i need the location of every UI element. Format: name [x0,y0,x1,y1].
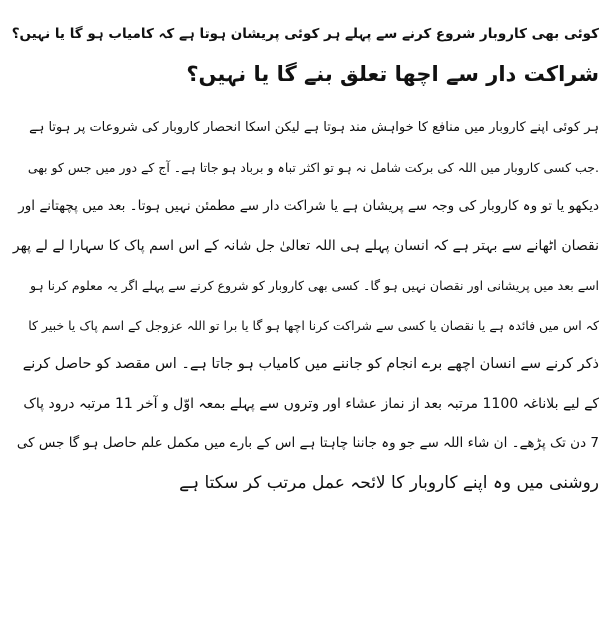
body-line-6: کہ اس میں فائدہ ہے یا نقصان یا کسی سے شراکت کرنا اچھا ہو گا یا برا تو اللہ عزوجل کے اسم پاک یا خبیر کا [28,317,599,333]
title-line-2: شراکت دار سے اچھا تعلق بنے گا یا نہیں؟ [186,62,599,86]
body-line-1: ہر کوئی اپنے کاروبار میں منافع کا خواہش مند ہوتا ہے لیکن اسکا انحصار کاروبار کی شروعات پر ہوتا ہے [29,120,599,135]
body-line-8: کے لیے بلاناغہ 1100 مرتبہ بعد از نماز عشاء اور وتروں سے پہلے بمعہ اوّل و آخر 11 مرتبہ درود پاک [23,395,599,412]
body-line-4: نقصان اٹھانے سے بہتر ہے کہ انسان پہلے ہی اللہ تعالیٰ جل شانہ کے اس اسم پاک کا سہارا لے لے پھر [12,237,599,254]
title-line-1: کوئی بھی کاروبار شروع کرنے سے پہلے ہر کوئی پریشان ہوتا ہے کہ کامیاب ہو گا یا نہیں؟ [12,26,599,42]
article-body [12,108,599,503]
body-line-5: اسے بعد میں پریشانی اور نقصان نہیں ہو گا۔ کسی بھی کاروبار کو شروع کرنے سے پہلے اگر یہ معلوم کرنا ہو [29,278,599,293]
body-line-7: ذکر کرنے سے انسان اچھے برے انجام کو جاننے میں کامیاب ہو جاتا ہے۔ اس مقصد کو حاصل کرنے [22,356,599,372]
body-line-3: دیکھو یا تو وہ کاروبار کی وجہ سے پریشان ہے یا شراکت دار سے مطمئن نہیں ہوتا۔ بعد میں پچھتانے اور [18,198,599,214]
article-title [12,14,599,94]
body-line-2: .جب کسی کاروبار میں اللہ کی برکت شامل نہ ہو تو اکثر تباہ و برباد ہو جاتا ہے۔ آج کے دور میں جس کو بھی [27,159,599,175]
body-line-10: روشنی میں وہ اپنے کاروبار کا لائحہ عمل مرتب کر سکتا ہے [179,472,599,493]
body-line-9: 7 دن تک پڑھے۔ ان شاء اللہ سے جو وہ جاننا چاہتا ہے اس کے بارے میں مکمل علم حاصل ہو گا جس کی [16,435,599,451]
